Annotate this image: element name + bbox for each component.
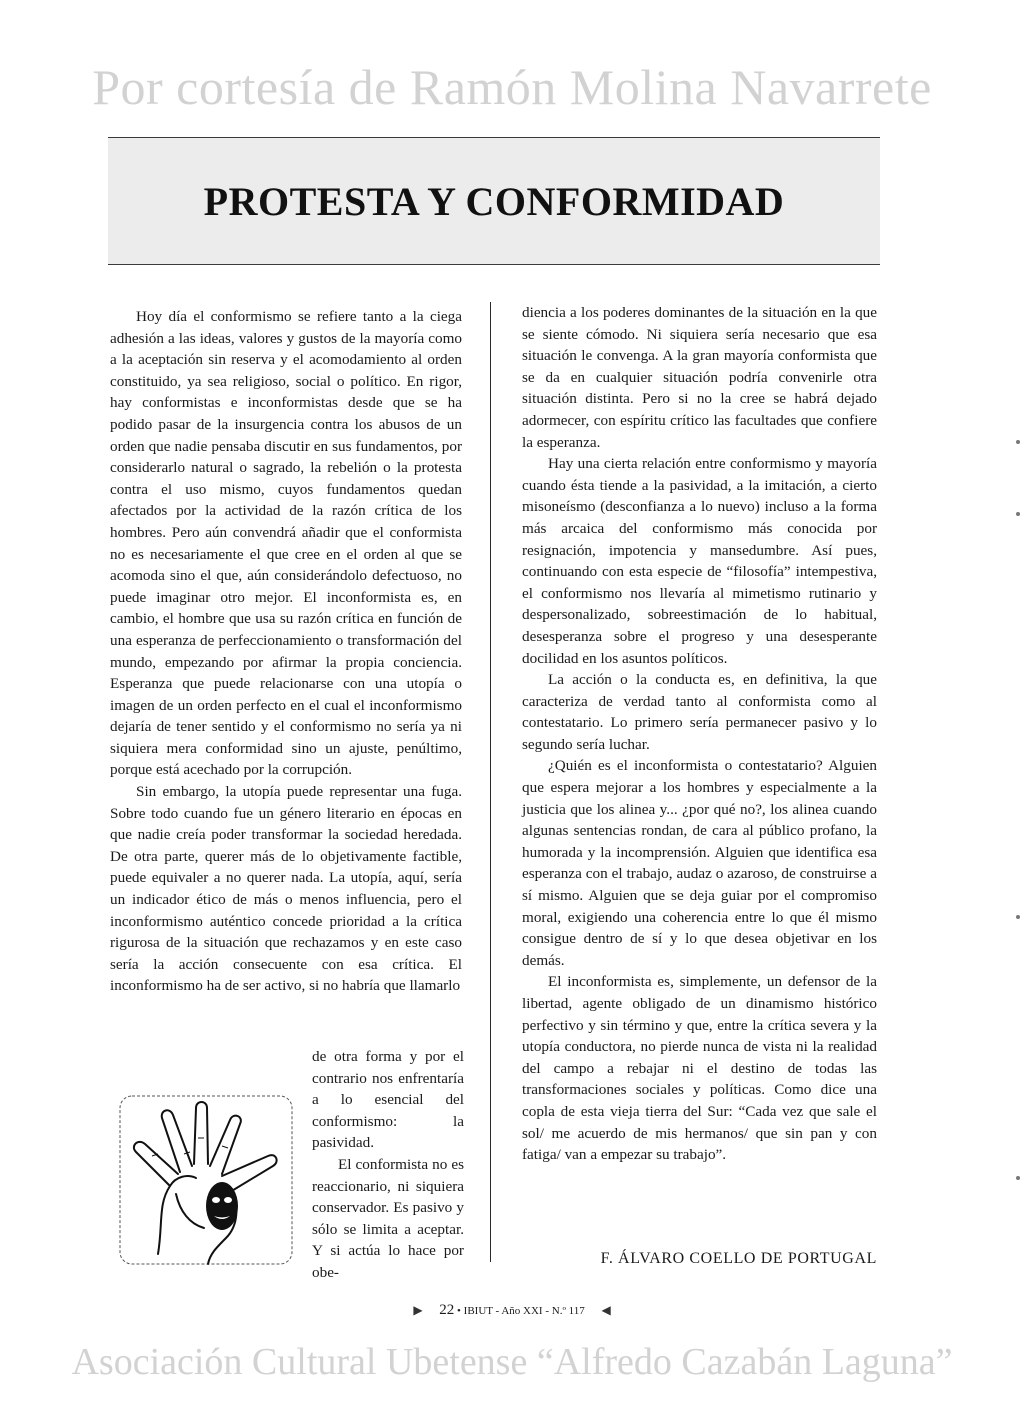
folio-bullet: • [457,1305,461,1317]
article-title: PROTESTA Y CONFORMIDAD [203,179,785,224]
scan-speck [1016,1176,1020,1180]
scan-speck [1016,440,1020,444]
article-author: F. ÁLVARO COELLO DE PORTUGAL [600,1250,877,1267]
right-column [522,302,877,1166]
page-footer [0,1302,1024,1319]
publication-info: IBIUT - Año XXI - N.º 117 [463,1305,585,1317]
paragraph-5: La acción o la conducta es, en definitiva, la que caracteriza de verdad tanto al conformista como al contestatario. Lo primero sería permanecer pasivo y lo segundo sería luchar. [522,671,877,753]
hand-illustration [118,1094,294,1266]
arrow-right-icon: ▶ [413,1303,423,1317]
arrow-left-icon: ◀ [601,1303,611,1317]
column-divider [490,302,491,1262]
paragraph-3: El conformista no es reaccionario, ni siquiera conservador. Es pasivo y sólo se limita a aceptar. Y si actúa lo hace por obe- [312,1155,464,1281]
left-column-narrow [312,1046,464,1284]
paragraph-3-continued: diencia a los poderes dominantes de la situación en la que se siente cómodo. Ni siquiera sería necesario que esa situación le convenga. A la gran mayoría conformista que se da en cualquier situación podría convenirle otra situación distinta. Pero si no la cree se habrá dejado adormecer, con espíritu crítico las facultades que confiere la esperanza. [522,304,877,451]
scan-speck [1016,512,1020,516]
paragraph-2: Sin embargo, la utopía puede representar una fuga. Sobre todo cuando fue un género literario en épocas en que nadie creía poder transformar la sociedad heredada. De otra parte, querer más de lo objetivamente factible, puede equivaler a no querer nada. La utopía, aquí, sería un indicador ético de más o menos influencia, pero el inconformismo auténtico concede prioridad a la crítica rigurosa de la situación que rechazamos y en este caso sería la acción consecuente con esa crítica. El inconformismo ha de ser activo, si no habría que llamarlo [110,783,462,995]
scan-speck [1016,915,1020,919]
left-column [110,306,462,997]
paragraph-4: Hay una cierta relación entre conformismo y mayoría cuando ésta tiende a la pasividad, a la imitación, a cierto misoneísmo (desconfianza a lo nuevo) incluso a la forma más arcaica del conformismo más conocida por resignación, impotencia y mansedumbre. Así pues, continuando con esta especie de “filosofía” intempestiva, el conformismo nos llevaría al mimetismo rutinario y despersonalizado, sobreestimación de lo habitual, desesperanza sobre el progreso y una desesperante docilidad en los asuntos políticos. [522,455,877,667]
paragraph-6: ¿Quién es el inconformista o contestatario? Alguien que espera mejorar a los hombres y especialmente a la justicia que los alinea y... ¿por qué no?, los alinea cuando algunas sentencias rondan, de cara al público profano, la humorada y la incomprensión. Alguien que identifica esa esperanza con el trabajo, audaz o azaroso, de construirse a sí mismo. Alguien que se deja guiar por el compromiso moral, exigiendo una coherencia entre lo que él mismo consigue dentro de sí y lo que desea objetivar en los demás. [522,757,877,969]
title-band [108,137,880,265]
page-number: 22 [439,1302,455,1318]
watermark-top: Por cortesía de Ramón Molina Navarrete [92,59,932,115]
watermark-bottom: Asociación Cultural Ubetense “Alfredo Cazabán Laguna” [71,1341,953,1383]
paragraph-7: El inconformista es, simplemente, un defensor de la libertad, agente obligado de un dinamismo histórico perfectivo y sin término y que, entre la crítica severa y la utopía conductora, no pierde nunca de vista ni la realidad del campo a rebajar ni el destino de todas las transformaciones sociales y políticas. Como dice una copla de esta vieja tierra del Sur: “Cada vez que sale el sol/ me acuerdo de mis hermanos/ que sin pan y con fatiga/ van a empezar su trabajo”. [522,973,877,1164]
paragraph-2-continued: de otra forma y por el contrario nos enfrentaría a lo esencial del conformismo: la pasividad. [312,1048,464,1152]
paragraph-1: Hoy día el conformismo se refiere tanto a la ciega adhesión a las ideas, valores y gustos de la mayoría como a la aceptación sin reserva y el acomodamiento al orden constituido, ya sea religioso, social o político. En rigor, hay conformistas e inconformistas desde que se ha podido pasar de la insurgencia contra los abusos de un orden que nadie pensaba discutir en sus fundamentos, por considerarlo natural o sagrado, la rebelión o la protesta contra el uso mismo, cuyos fundamentos quedan afectados por la actividad de la razón crítica de los hombres. Pero aún convendrá añadir que el conformista no es necesariamente el que cree en el orden al que se acomoda sino el que, aún considerándolo defectuoso, no puede imaginar otro mejor. El inconformista es, en cambio, el hombre que usa su razón crítica en función de una esperanza de perfeccionamiento o transformación del mundo, empezando por afirmar la propia conciencia. Esperanza que puede relacionarse con una utopía o imagen de un orden perfecto en el cual el inconformismo dejaría de tener sentido y el conformismo no sería ya ni siquiera mera conformidad sino un ajuste, penúltimo, porque está acechado por la corrupción. [110,308,462,779]
